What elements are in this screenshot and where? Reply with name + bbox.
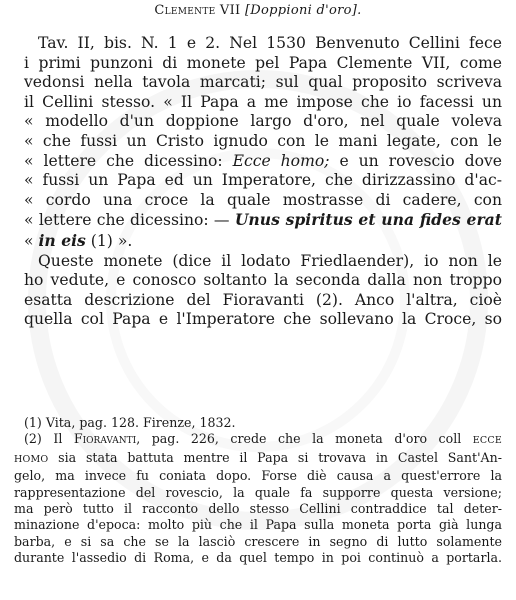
footnote-2-line — [14, 431, 502, 449]
text-line: ho vedute, e conosco soltanto la seconda dalla non troppo — [24, 271, 502, 290]
small-caps-text: HOMO — [14, 453, 49, 465]
text-line: « fussi un Papa ed un Imperatore, che dirizzassino d'ac- — [24, 171, 502, 190]
text-line: Queste monete (dice il lodato Friedlaender), io non le — [38, 251, 502, 270]
text-line — [24, 231, 502, 252]
footnote-2-line: durante l'assedio di Roma, e da quel tempo in poi continuò a portarla. — [14, 550, 502, 566]
footnote-2-line: minazione d'epoca: molto più che il Papa sulla moneta porta già lunga — [14, 517, 502, 533]
text-line — [24, 152, 502, 172]
text-span: « lettere che dicessino: — [24, 151, 233, 170]
text-line: « che fussi un Cristo ignudo con le mani legate, con le — [24, 131, 502, 150]
footnote-1: (1) Vita, pag. 128. Firenze, 1832. — [24, 415, 236, 430]
text-line: quella col Papa e l'Imperatore che sollevano la Croce, so — [24, 310, 502, 329]
small-caps-text: ECCE — [472, 435, 502, 447]
text-span: sia stata battuta mentre il Papa si trovava in Castel Sant'An- — [48, 449, 502, 465]
header-subtitle: [Doppioni d'oro]. — [244, 3, 362, 18]
text-line: vedonsi nella tavola marcati; sul qual proposito scriveva — [24, 73, 502, 92]
text-span: « — [24, 231, 39, 250]
header-title: Clemente VII — [154, 3, 241, 18]
main-text — [24, 34, 502, 330]
footnote-2-line: barba, e si sa che se la lasciò crescere in segno di lutto solamente — [14, 533, 502, 549]
text-line: il Cellini stesso. « Il Papa a me impose che io facessi un — [24, 92, 502, 111]
text-line: « modello d'un doppione largo d'oro, nel quale voleva — [24, 112, 502, 131]
latin-motto-text: Unus spiritus et una fides erat — [234, 210, 502, 230]
text-span: , pag. 226, crede che la moneta d'oro coll — [136, 431, 473, 447]
footnote-2-line: ma però tutto il racconto dello stesso Cellini contraddice tal deter- — [14, 501, 502, 517]
footnotes — [14, 415, 502, 567]
text-line — [24, 210, 502, 231]
text-span: (1) ». — [85, 231, 133, 250]
footnote-2-line — [14, 450, 502, 468]
running-header — [0, 3, 516, 18]
text-line: « cordo una croce la quale mostrasse di cadere, con — [24, 190, 502, 209]
text-span: « lettere che dicessino: — — [24, 211, 235, 230]
text-span: e un rovescio dove — [329, 151, 502, 170]
footnote-2-line: gelo, ma invece fu coniata dopo. Forse diè causa a quest'errore la — [14, 468, 502, 484]
latin-motto-text: in eis — [38, 230, 86, 250]
author-name: Fioravanti — [73, 431, 137, 447]
text-line: esatta descrizione del Fioravanti (2). Anco l'altra, cioè — [24, 290, 502, 309]
text-line: Tav. II, bis. N. 1 e 2. Nel 1530 Benvenuto Cellini fece — [38, 34, 502, 52]
footnote-2-line: rappresentazione del rovescio, la quale fa supporre questa versione; — [14, 484, 502, 500]
text-line: i primi punzoni di monete pel Papa Clemente VII, come — [24, 53, 502, 72]
ecce-homo-text: Ecce homo; — [232, 151, 330, 170]
text-span: (2) Il — [24, 431, 74, 447]
